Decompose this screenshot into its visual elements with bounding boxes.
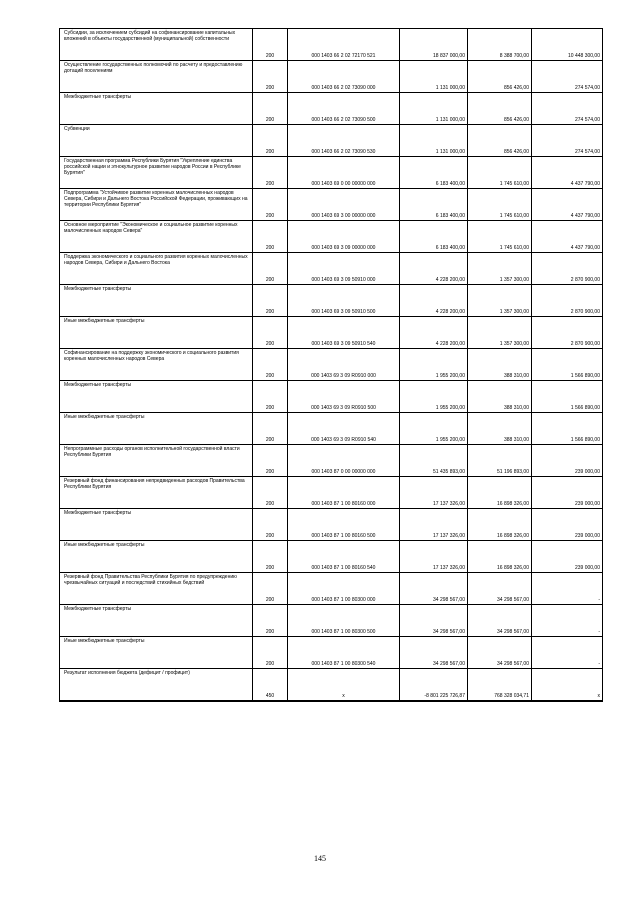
row-unexecuted-amount: 1 566 890,00	[532, 381, 603, 413]
row-executed-amount: 1 745 610,00	[468, 189, 532, 221]
row-budget-classification-code: 000 1403 69 3 09 50910 500	[288, 285, 400, 317]
row-assigned-amount: 6 183 400,00	[400, 221, 468, 253]
row-name	[60, 317, 253, 349]
row-unexecuted-amount: -	[532, 573, 603, 605]
row-assigned-amount: 1 955 200,00	[400, 413, 468, 445]
row-name	[60, 285, 253, 317]
row-name-text: Резервный фонд финансирования непредвиденных расходов Правительства Республики Бурятия	[64, 478, 245, 490]
row-budget-classification-code: 000 1403 69 3 09 50910 000	[288, 253, 400, 285]
row-name	[60, 61, 253, 93]
row-code: 200	[253, 413, 288, 445]
row-executed-amount: 1 745 610,00	[468, 157, 532, 189]
row-unexecuted-amount: -	[532, 605, 603, 637]
row-budget-classification-code: 000 1403 69 3 09 R0910 540	[288, 413, 400, 445]
row-unexecuted-amount: 274 574,00	[532, 125, 603, 157]
row-unexecuted-amount: 239 000,00	[532, 445, 603, 477]
row-assigned-amount: 1 955 200,00	[400, 381, 468, 413]
row-budget-classification-code: 000 1403 87 1 00 80160 500	[288, 509, 400, 541]
row-executed-amount: 34 298 567,00	[468, 605, 532, 637]
row-name-text: Непрограммные расходы органов исполнительной государственной власти Республики Бурятия	[64, 446, 240, 458]
row-executed-amount: 16 898 326,00	[468, 509, 532, 541]
row-code: 200	[253, 29, 288, 61]
row-unexecuted-amount: 4 437 790,00	[532, 157, 603, 189]
row-executed-amount: 51 196 893,00	[468, 445, 532, 477]
row-assigned-amount: 1 955 200,00	[400, 349, 468, 381]
row-name	[60, 637, 253, 669]
table-row	[60, 477, 603, 509]
row-code: 200	[253, 445, 288, 477]
row-executed-amount: 856 426,00	[468, 93, 532, 125]
row-unexecuted-amount: 274 574,00	[532, 93, 603, 125]
row-executed-amount: 856 426,00	[468, 125, 532, 157]
row-name	[60, 29, 253, 61]
row-code: 200	[253, 93, 288, 125]
row-assigned-amount: 17 137 326,00	[400, 541, 468, 573]
table-row	[60, 637, 603, 669]
row-executed-amount: 388 310,00	[468, 413, 532, 445]
row-budget-classification-code: 000 1403 66 2 02 73090 500	[288, 93, 400, 125]
row-code: 200	[253, 637, 288, 669]
table-row	[60, 445, 603, 477]
row-name	[60, 541, 253, 573]
row-executed-amount: 1 745 610,00	[468, 221, 532, 253]
row-executed-amount: 856 426,00	[468, 61, 532, 93]
row-code: 450	[253, 669, 288, 702]
row-name	[60, 477, 253, 509]
table-row	[60, 413, 603, 445]
row-budget-classification-code: 000 1403 87 0 00 00000 000	[288, 445, 400, 477]
row-budget-classification-code: x	[288, 669, 400, 702]
row-assigned-amount: 6 183 400,00	[400, 189, 468, 221]
row-code: 200	[253, 381, 288, 413]
row-executed-amount: 768 328 034,71	[468, 669, 532, 702]
row-name	[60, 349, 253, 381]
row-unexecuted-amount: 2 870 900,00	[532, 285, 603, 317]
row-unexecuted-amount: 10 448 300,00	[532, 29, 603, 61]
row-name	[60, 573, 253, 605]
table-row	[60, 61, 603, 93]
row-budget-classification-code: 000 1403 87 1 00 80300 000	[288, 573, 400, 605]
row-unexecuted-amount: 239 000,00	[532, 541, 603, 573]
row-unexecuted-amount: 274 574,00	[532, 61, 603, 93]
row-assigned-amount: 34 298 567,00	[400, 573, 468, 605]
row-code: 200	[253, 477, 288, 509]
table-row	[60, 157, 603, 189]
row-budget-classification-code: 000 1403 69 3 09 00000 000	[288, 221, 400, 253]
row-code: 200	[253, 189, 288, 221]
row-executed-amount: 388 310,00	[468, 349, 532, 381]
row-name-text: Резервный фонд Правительства Республики Бурятия по предупреждению чрезвычайных ситуаций и последствий стихийных бедствий	[64, 574, 237, 586]
row-name-text: Основное мероприятие "Экономическое и социальное развитие коренных малочисленных народов Севера"	[64, 222, 238, 234]
row-assigned-amount: -8 801 225 726,87	[400, 669, 468, 702]
row-name	[60, 605, 253, 637]
row-budget-classification-code: 000 1403 66 2 02 73090 000	[288, 61, 400, 93]
row-name-text: Результат исполнения бюджета (дефицит / профицит)	[64, 670, 190, 676]
row-name	[60, 221, 253, 253]
row-name	[60, 381, 253, 413]
row-code: 200	[253, 221, 288, 253]
row-code: 200	[253, 509, 288, 541]
row-assigned-amount: 1 131 000,00	[400, 61, 468, 93]
table-body	[60, 29, 603, 702]
row-name	[60, 93, 253, 125]
row-assigned-amount: 4 228 200,00	[400, 253, 468, 285]
row-name	[60, 125, 253, 157]
row-name	[60, 669, 253, 702]
row-budget-classification-code: 000 1403 69 3 09 R0910 500	[288, 381, 400, 413]
row-budget-classification-code: 000 1403 87 1 00 80160 540	[288, 541, 400, 573]
row-unexecuted-amount: x	[532, 669, 603, 702]
row-name-text: Межбюджетные трансферты	[64, 94, 132, 100]
row-unexecuted-amount: 2 870 900,00	[532, 253, 603, 285]
row-budget-classification-code: 000 1403 66 2 02 72170 521	[288, 29, 400, 61]
row-unexecuted-amount: 4 437 790,00	[532, 221, 603, 253]
row-assigned-amount: 17 137 326,00	[400, 477, 468, 509]
row-assigned-amount: 51 435 893,00	[400, 445, 468, 477]
budget-execution-table	[59, 28, 603, 702]
row-budget-classification-code: 000 1403 87 1 00 80300 500	[288, 605, 400, 637]
table-row	[60, 349, 603, 381]
row-executed-amount: 34 298 567,00	[468, 573, 532, 605]
table-row	[60, 125, 603, 157]
row-name	[60, 189, 253, 221]
row-name-text: Межбюджетные трансферты	[64, 382, 132, 388]
row-assigned-amount: 4 228 200,00	[400, 317, 468, 349]
row-unexecuted-amount: 1 566 890,00	[532, 349, 603, 381]
row-budget-classification-code: 000 1403 66 2 02 73090 530	[288, 125, 400, 157]
table-row	[60, 189, 603, 221]
row-budget-classification-code: 000 1403 69 3 09 R0910 000	[288, 349, 400, 381]
row-name-text: Иные межбюджетные трансферты	[64, 414, 145, 420]
row-code: 200	[253, 61, 288, 93]
row-name-text: Межбюджетные трансферты	[64, 286, 132, 292]
row-unexecuted-amount: 239 000,00	[532, 509, 603, 541]
row-budget-classification-code: 000 1403 69 3 09 50910 540	[288, 317, 400, 349]
row-name	[60, 445, 253, 477]
row-assigned-amount: 17 137 326,00	[400, 509, 468, 541]
row-budget-classification-code: 000 1403 69 3 00 00000 000	[288, 189, 400, 221]
row-name-text: Иные межбюджетные трансферты	[64, 542, 145, 548]
table-row	[60, 509, 603, 541]
row-name-text: Софинансирование на поддержку экономического и социального развития коренных малочисленных народов Севера	[64, 350, 239, 362]
row-name	[60, 413, 253, 445]
row-unexecuted-amount: 239 000,00	[532, 477, 603, 509]
row-name-text: Государственная программа Республики Бурятия "Укрепление единства российской нации и этнокультурное развитие народов России в Республике Бурятия"	[64, 158, 241, 176]
row-name-text: Межбюджетные трансферты	[64, 606, 132, 612]
row-name	[60, 253, 253, 285]
row-code: 200	[253, 541, 288, 573]
table-row	[60, 573, 603, 605]
table-row	[60, 605, 603, 637]
table-row	[60, 221, 603, 253]
row-assigned-amount: 4 228 200,00	[400, 285, 468, 317]
row-name-text: Иные межбюджетные трансферты	[64, 318, 145, 324]
row-code: 200	[253, 317, 288, 349]
row-unexecuted-amount: 1 566 890,00	[532, 413, 603, 445]
row-assigned-amount: 1 131 000,00	[400, 125, 468, 157]
row-name-text: Осуществление государственных полномочий по расчету и предоставлению дотаций поселениям	[64, 62, 243, 74]
row-assigned-amount: 34 298 567,00	[400, 605, 468, 637]
table-row	[60, 285, 603, 317]
row-executed-amount: 1 357 300,00	[468, 285, 532, 317]
row-executed-amount: 388 310,00	[468, 381, 532, 413]
row-name-text: Межбюджетные трансферты	[64, 510, 132, 516]
row-executed-amount: 1 357 300,00	[468, 253, 532, 285]
row-budget-classification-code: 000 1403 69 0 00 00000 000	[288, 157, 400, 189]
page-number: 145	[314, 854, 326, 863]
row-assigned-amount: 1 131 000,00	[400, 93, 468, 125]
row-code: 200	[253, 285, 288, 317]
row-code: 200	[253, 157, 288, 189]
result-row	[60, 669, 603, 702]
table-row	[60, 253, 603, 285]
row-name-text: Субсидии, за исключением субсидий на софинансирование капитальных вложений в объекты государственной (муниципальной) собственности	[64, 30, 236, 42]
row-assigned-amount: 34 298 567,00	[400, 637, 468, 669]
table-row	[60, 541, 603, 573]
row-executed-amount: 1 357 300,00	[468, 317, 532, 349]
row-name-text: Поддержка экономического и социального развития коренных малочисленных народов Севера, Сибири и Дальнего Востока	[64, 254, 248, 266]
table-row	[60, 93, 603, 125]
row-code: 200	[253, 125, 288, 157]
row-unexecuted-amount: 4 437 790,00	[532, 189, 603, 221]
row-unexecuted-amount: 2 870 900,00	[532, 317, 603, 349]
row-budget-classification-code: 000 1403 87 1 00 80160 000	[288, 477, 400, 509]
row-budget-classification-code: 000 1403 87 1 00 80300 540	[288, 637, 400, 669]
table-row	[60, 381, 603, 413]
row-code: 200	[253, 605, 288, 637]
row-code: 200	[253, 349, 288, 381]
row-executed-amount: 8 388 700,00	[468, 29, 532, 61]
table-row	[60, 29, 603, 61]
row-code: 200	[253, 573, 288, 605]
row-name-text: Иные межбюджетные трансферты	[64, 638, 145, 644]
row-assigned-amount: 18 837 000,00	[400, 29, 468, 61]
row-name-text: Подпрограмма "Устойчивое развитие коренных малочисленных народов Севера, Сибири и Дальнего Востока Российской Федерации, проживающих на территории Республики Бурятия"	[64, 190, 248, 208]
row-name-text: Субвенции	[64, 126, 90, 132]
row-assigned-amount: 6 183 400,00	[400, 157, 468, 189]
row-name	[60, 509, 253, 541]
row-unexecuted-amount: -	[532, 637, 603, 669]
row-executed-amount: 16 898 326,00	[468, 541, 532, 573]
table-row	[60, 317, 603, 349]
row-executed-amount: 16 898 326,00	[468, 477, 532, 509]
row-name	[60, 157, 253, 189]
row-code: 200	[253, 253, 288, 285]
row-executed-amount: 34 298 567,00	[468, 637, 532, 669]
